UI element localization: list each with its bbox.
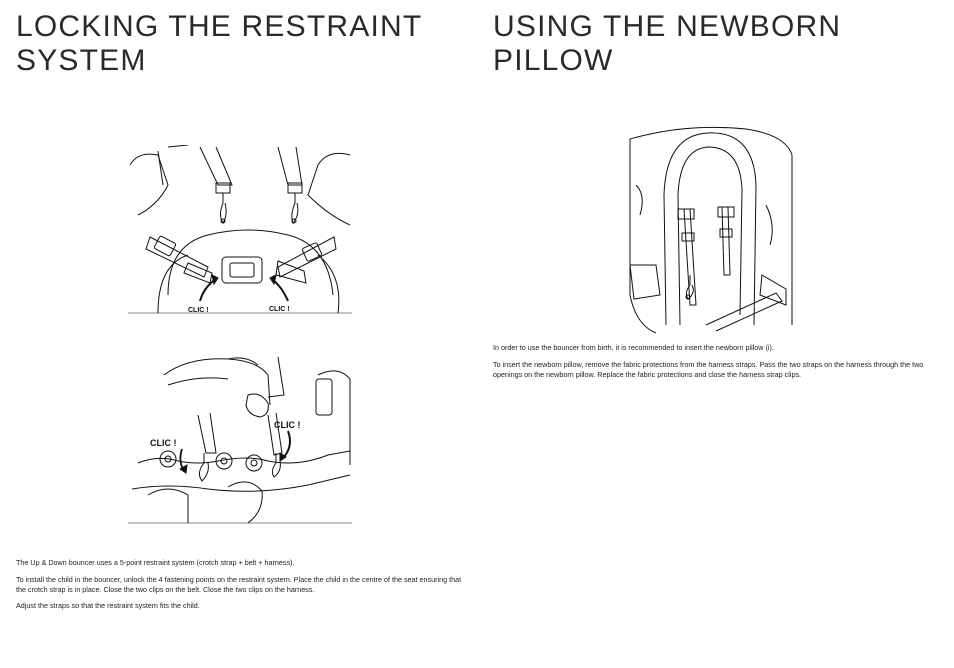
illustration-belt-clips [128, 145, 352, 315]
paragraph: To insert the newborn pillow, remove the fabric protections from the harness straps. Pass the two straps on the harness through the two openings on the newborn pillow. Replace the fabric protections and close the harness strap clips. [493, 360, 924, 379]
section-title-newborn-pillow: USING THE NEWBORN PILLOW [493, 10, 842, 77]
paragraph: To install the child in the bouncer, unlock the 4 fastening points on the restraint system. Place the child in the centre of the seat ensuring that the crotch strap is in place. Close the two clips on the belt. Close the two clips on the harness. [16, 575, 462, 594]
illustration-newborn-pillow [626, 125, 794, 335]
paragraph: The Up & Down bouncer uses a 5-point restraint system (crotch strap + belt + harness). [16, 558, 295, 567]
clic-label: CLIC ! [274, 420, 301, 430]
clic-label: CLIC ! [269, 306, 290, 313]
clic-label: CLIC ! [188, 307, 209, 314]
illustration-harness-clips [128, 355, 352, 525]
clic-label: CLIC ! [150, 438, 177, 448]
section-title-restraint: LOCKING THE RESTRAINT SYSTEM [16, 10, 422, 77]
paragraph: Adjust the straps so that the restraint system fits the child. [16, 601, 200, 610]
paragraph: In order to use the bouncer from birth, it is recommended to insert the newborn pillow (i). [493, 343, 774, 352]
